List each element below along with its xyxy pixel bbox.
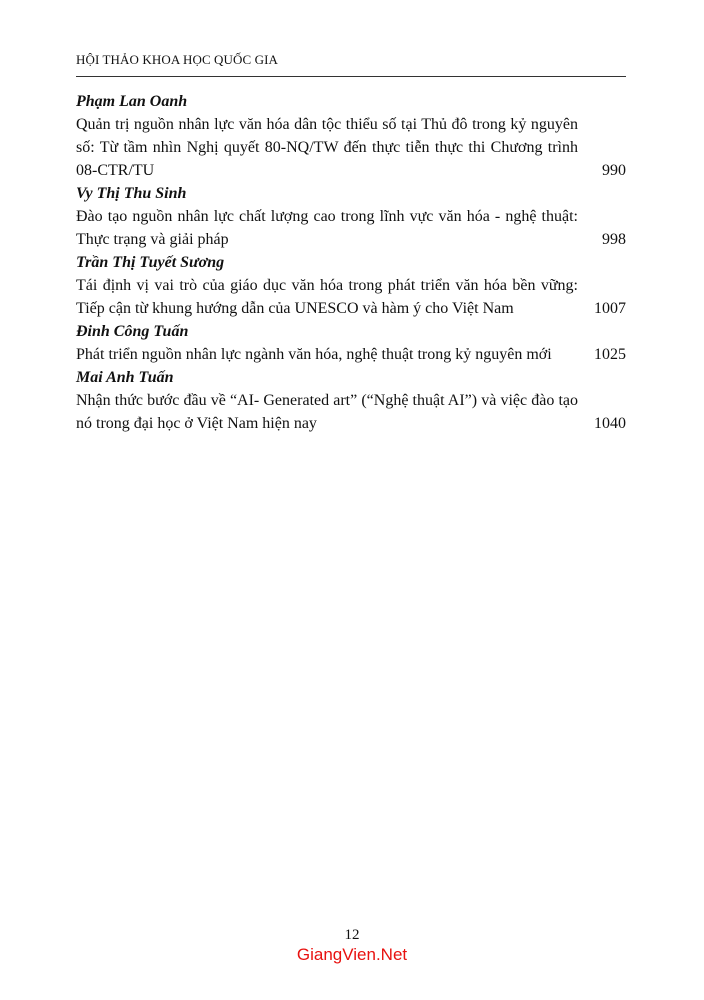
entry-author: Phạm Lan Oanh (76, 93, 188, 110)
entry-author: Mai Anh Tuấn (76, 369, 174, 386)
watermark-link[interactable]: GiangVien.Net (296, 945, 408, 964)
entry-title: Quản trị nguồn nhân lực văn hóa dân tộc thiểu số tại Thủ đô trong kỷ nguyên số: Từ tầm nhìn Nghị quyết 80-NQ/TW đến thực tiễn thực thi Chương trình 08-CTR/TU (76, 116, 578, 179)
entry-page-number: 1007 (594, 300, 626, 317)
toc-entry (76, 251, 626, 320)
page-number: 12 (344, 927, 360, 943)
entry-author: Trần Thị Tuyết Sương (76, 254, 225, 271)
entry-title-row (76, 343, 626, 366)
entry-author: Vy Thị Thu Sinh (76, 185, 187, 202)
entry-title: Tái định vị vai trò của giáo dục văn hóa trong phát triển văn hóa bền vững: Tiếp cận từ khung hướng dẫn của UNESCO và hàm ý cho Việt Nam (76, 277, 578, 317)
entry-title-row (76, 205, 626, 251)
entry-page-number: 990 (602, 162, 626, 179)
entry-title: Nhận thức bước đầu về “AI- Generated art” (“Nghệ thuật AI”) và việc đào tạo nó trong đại học ở Việt Nam hiện nay (76, 392, 578, 432)
entry-title-row (76, 389, 626, 435)
running-header: HỘI THẢO KHOA HỌC QUỐC GIA (76, 52, 279, 67)
entry-page-number: 998 (602, 231, 626, 248)
toc-entry (76, 366, 626, 435)
entry-title: Đào tạo nguồn nhân lực chất lượng cao trong lĩnh vực văn hóa - nghệ thuật: Thực trạng và giải pháp (76, 208, 578, 248)
toc-entry (76, 182, 626, 251)
entry-title-row (76, 113, 626, 182)
toc-entry (76, 320, 626, 366)
table-of-contents (76, 90, 626, 435)
entry-page-number: 1025 (594, 346, 626, 363)
entry-title: Phát triển nguồn nhân lực ngành văn hóa, nghệ thuật trong kỷ nguyên mới (76, 346, 552, 363)
entry-author: Đinh Công Tuấn (76, 323, 189, 340)
toc-entry (76, 90, 626, 182)
header-rule (76, 76, 626, 77)
entry-title-row (76, 274, 626, 320)
entry-page-number: 1040 (594, 415, 626, 432)
